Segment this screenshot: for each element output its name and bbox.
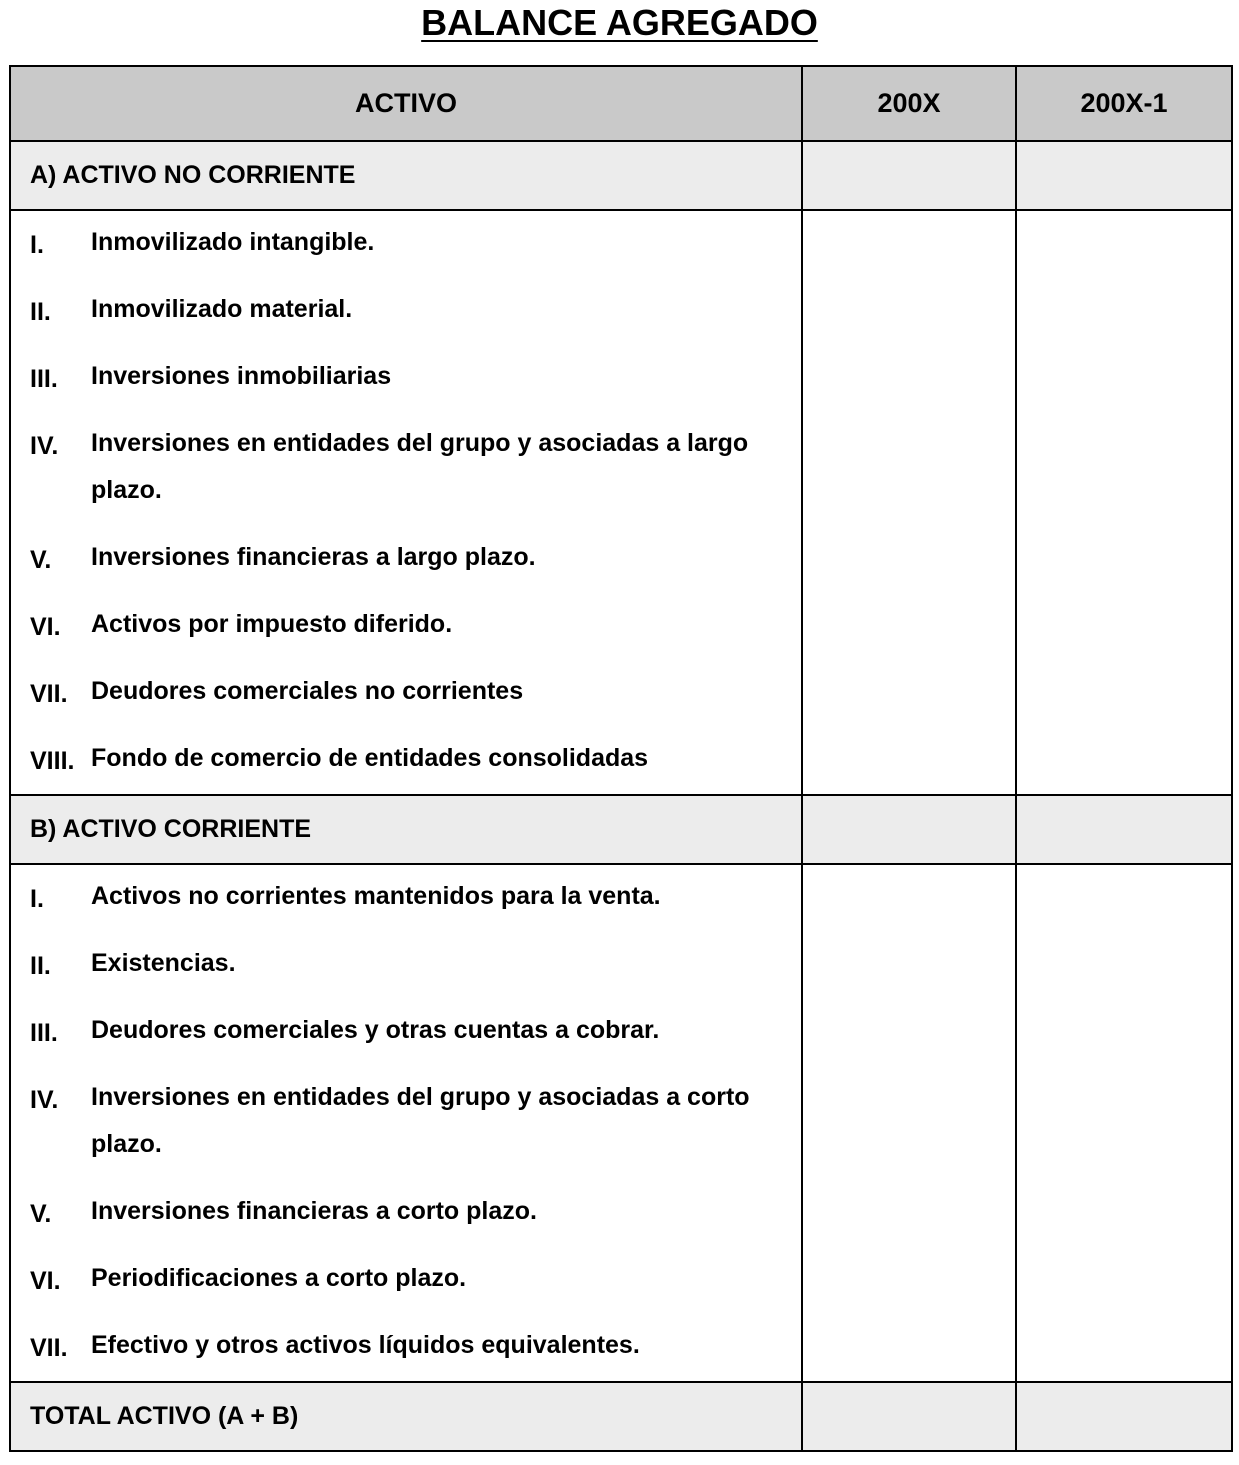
total-label: TOTAL ACTIVO (A + B): [10, 1382, 802, 1451]
item-value-year: [802, 999, 1016, 1066]
total-row: [10, 1382, 1232, 1451]
header-year: 200X: [802, 66, 1016, 141]
balance-table: [9, 65, 1233, 1452]
item-value-prev: [1016, 660, 1232, 727]
item-value-year: [802, 1314, 1016, 1382]
section-a-label: A) ACTIVO NO CORRIENTE: [10, 141, 802, 210]
list-item: [10, 1180, 1232, 1247]
item-number: III.: [30, 1019, 58, 1047]
item-value-year: [802, 1066, 1016, 1180]
page-title: [0, 2, 1239, 44]
item-number: V.: [30, 1200, 52, 1228]
header-activo: ACTIVO: [10, 66, 802, 141]
item-number: I.: [30, 231, 44, 259]
item-text: Activos por impuesto diferido.: [91, 610, 453, 638]
section-b-value-prev: [1016, 795, 1232, 864]
list-item: [10, 345, 1232, 412]
item-value-prev: [1016, 210, 1232, 278]
item-value-year: [802, 345, 1016, 412]
item-text: Inversiones en entidades del grupo y asociadas a corto plazo.: [91, 1083, 750, 1158]
list-item: [10, 999, 1232, 1066]
item-number: III.: [30, 365, 58, 393]
section-row-a: [10, 141, 1232, 210]
item-text: Inversiones en entidades del grupo y asociadas a largo plazo.: [91, 429, 749, 504]
item-text: Inmovilizado intangible.: [91, 228, 375, 256]
item-value-year: [802, 727, 1016, 795]
item-text: Efectivo y otros activos líquidos equivalentes.: [91, 1331, 640, 1359]
item-number: IV.: [30, 432, 59, 460]
list-item: [10, 1066, 1232, 1180]
item-text: Inversiones financieras a corto plazo.: [91, 1197, 537, 1225]
item-value-prev: [1016, 932, 1232, 999]
item-text: Deudores comerciales no corrientes: [91, 677, 524, 705]
list-item: [10, 210, 1232, 278]
list-item: [10, 1247, 1232, 1314]
list-item: [10, 526, 1232, 593]
item-value-year: [802, 278, 1016, 345]
item-value-year: [802, 526, 1016, 593]
item-value-prev: [1016, 593, 1232, 660]
section-b-label: B) ACTIVO CORRIENTE: [10, 795, 802, 864]
item-text: Deudores comerciales y otras cuentas a cobrar.: [91, 1016, 660, 1044]
item-value-year: [802, 932, 1016, 999]
item-number: VII.: [30, 680, 68, 708]
list-item: [10, 593, 1232, 660]
item-number: IV.: [30, 1086, 59, 1114]
item-number: V.: [30, 546, 52, 574]
total-value-prev: [1016, 1382, 1232, 1451]
item-number: I.: [30, 885, 44, 913]
item-value-prev: [1016, 1314, 1232, 1382]
header-prev-year: 200X-1: [1016, 66, 1232, 141]
item-value-prev: [1016, 526, 1232, 593]
item-value-prev: [1016, 1247, 1232, 1314]
item-value-year: [802, 864, 1016, 932]
list-item: [10, 1314, 1232, 1382]
item-number: VI.: [30, 1267, 61, 1295]
item-value-year: [802, 593, 1016, 660]
item-value-prev: [1016, 864, 1232, 932]
total-value-year: [802, 1382, 1016, 1451]
item-value-prev: [1016, 727, 1232, 795]
item-number: VIII.: [30, 747, 75, 775]
item-text: Inversiones financieras a largo plazo.: [91, 543, 536, 571]
section-b-value-year: [802, 795, 1016, 864]
list-item: [10, 727, 1232, 795]
item-text: Activos no corrientes mantenidos para la venta.: [91, 882, 661, 910]
item-value-prev: [1016, 999, 1232, 1066]
item-number: II.: [30, 952, 51, 980]
list-item: [10, 278, 1232, 345]
title-text: BALANCE AGREGADO: [421, 2, 818, 43]
item-value-year: [802, 210, 1016, 278]
item-value-prev: [1016, 412, 1232, 526]
section-row-b: [10, 795, 1232, 864]
item-value-year: [802, 1180, 1016, 1247]
item-value-prev: [1016, 345, 1232, 412]
list-item: [10, 660, 1232, 727]
item-text: Fondo de comercio de entidades consolidadas: [91, 744, 649, 772]
item-value-year: [802, 660, 1016, 727]
item-value-prev: [1016, 1180, 1232, 1247]
item-text: Inversiones inmobiliarias: [91, 362, 392, 390]
list-item: [10, 864, 1232, 932]
item-number: II.: [30, 298, 51, 326]
section-a-value-prev: [1016, 141, 1232, 210]
section-a-value-year: [802, 141, 1016, 210]
item-value-prev: [1016, 1066, 1232, 1180]
item-text: Inmovilizado material.: [91, 295, 353, 323]
item-number: VI.: [30, 613, 61, 641]
header-row: [10, 66, 1232, 141]
list-item: [10, 932, 1232, 999]
item-value-prev: [1016, 278, 1232, 345]
item-text: Periodificaciones a corto plazo.: [91, 1264, 467, 1292]
item-value-year: [802, 1247, 1016, 1314]
list-item: [10, 412, 1232, 526]
item-number: VII.: [30, 1334, 68, 1362]
item-text: Existencias.: [91, 949, 236, 977]
item-value-year: [802, 412, 1016, 526]
